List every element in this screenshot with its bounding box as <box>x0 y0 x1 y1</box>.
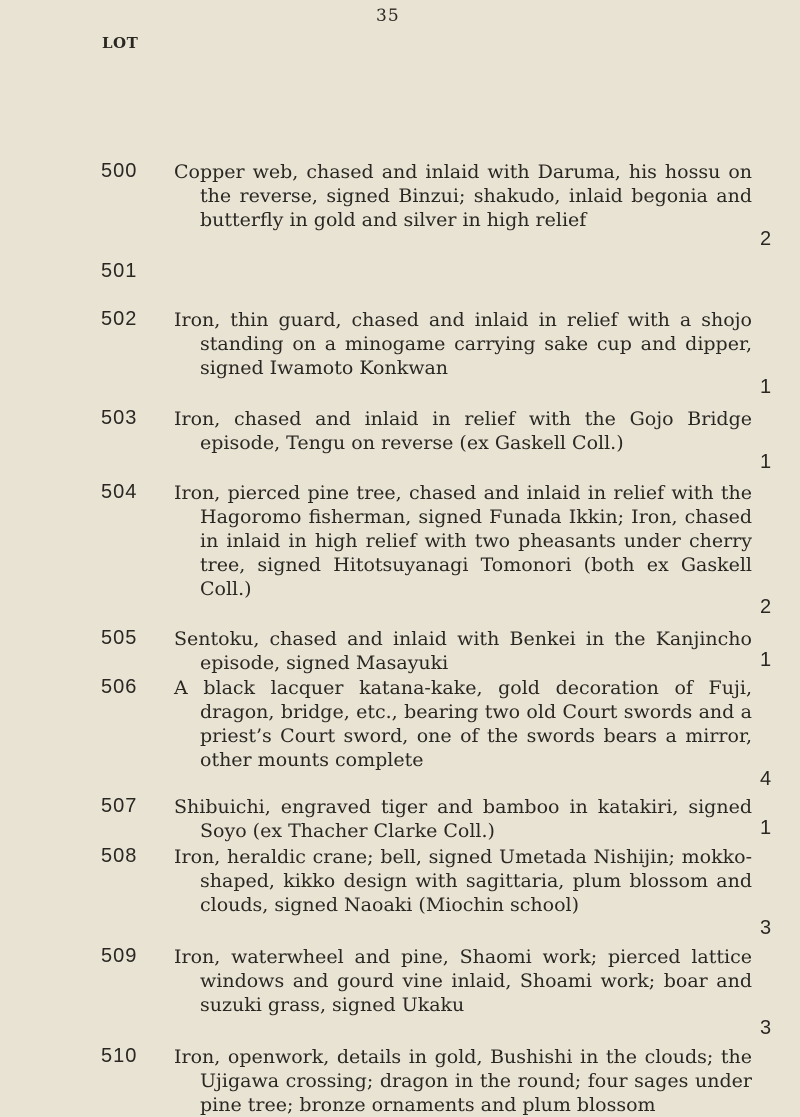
lot-estimate: 1 <box>760 649 772 671</box>
lot-number: 505 <box>101 627 138 649</box>
lot-description: Iron, thin guard, chased and inlaid in relief with a shojo standing on a minogame carrying sake cup and dipper, signed Iwamoto Konkwan <box>174 309 752 379</box>
lot-description: Shibuichi, engraved tiger and bamboo in katakiri, signed Soyo (ex Thacher Clarke Coll.) <box>174 796 752 842</box>
lot-number: 506 <box>101 676 138 698</box>
lot-estimate: 1 <box>760 451 772 473</box>
lot-description: Copper web, chased and inlaid with Daruma, his hossu on the reverse, signed Binzui; shakudo, inlaid begonia and butterfly in gold and silver in high relief <box>174 161 752 231</box>
lot-estimate: 3 <box>760 917 772 939</box>
lot-number: 504 <box>101 481 138 503</box>
lot-number: 507 <box>101 795 138 817</box>
lot-number: 501 <box>101 260 138 282</box>
lot-number: 503 <box>101 407 138 429</box>
lot-estimate: 1 <box>760 817 772 839</box>
lot-estimate: 2 <box>760 596 772 618</box>
lot-entry <box>0 1045 800 1116</box>
lot-description: Iron, pierced pine tree, chased and inlaid in relief with the Hagoromo fisherman, signed Funada Ikkin; Iron, chased in inlaid in high relief with two pheasants under cherry tree, signed Hitotsuyanagi Tomonori (both ex Gaskell Coll.) <box>174 482 752 600</box>
page-number: 35 <box>376 6 400 26</box>
lot-description: Iron, openwork, details in gold, Bushishi in the clouds; the Ujigawa crossing; dragon in the round; four sages under pine tree; bronze ornaments and plum blossom <box>174 1046 752 1116</box>
lot-estimate: 4 <box>760 768 772 790</box>
lot-number: 510 <box>101 1045 138 1067</box>
lot-description: Sentoku, chased and inlaid with Benkei in the Kanjincho episode, signed Masayuki <box>174 628 752 674</box>
lot-estimate: 2 <box>760 228 772 250</box>
lot-number: 509 <box>101 945 138 967</box>
lot-description: Iron, waterwheel and pine, Shaomi work; pierced lattice windows and gourd vine inlaid, Shoami work; boar and suzuki grass, signed Ukaku <box>174 946 752 1016</box>
lot-description: A black lacquer katana-kake, gold decoration of Fuji, dragon, bridge, etc., bearing two old Court swords and a priest’s Court sword, one of the swords bears a mirror, other mounts complete <box>174 677 752 771</box>
lot-estimate: 3 <box>760 1017 772 1039</box>
lot-description: Iron, heraldic crane; bell, signed Umetada Nishijin; mokko-shaped, kikko design with sagittaria, plum blossom and clouds, signed Naoaki (Miochin school) <box>174 846 752 916</box>
lot-number: 500 <box>101 160 138 182</box>
lot-description: Iron, chased and inlaid in relief with the Gojo Bridge episode, Tengu on reverse (ex Gaskell Coll.) <box>174 408 752 454</box>
lot-estimate: 1 <box>760 376 772 398</box>
lot-number: 508 <box>101 845 138 867</box>
lot-number: 502 <box>101 308 138 330</box>
lot-column-header: LOT <box>102 34 139 52</box>
